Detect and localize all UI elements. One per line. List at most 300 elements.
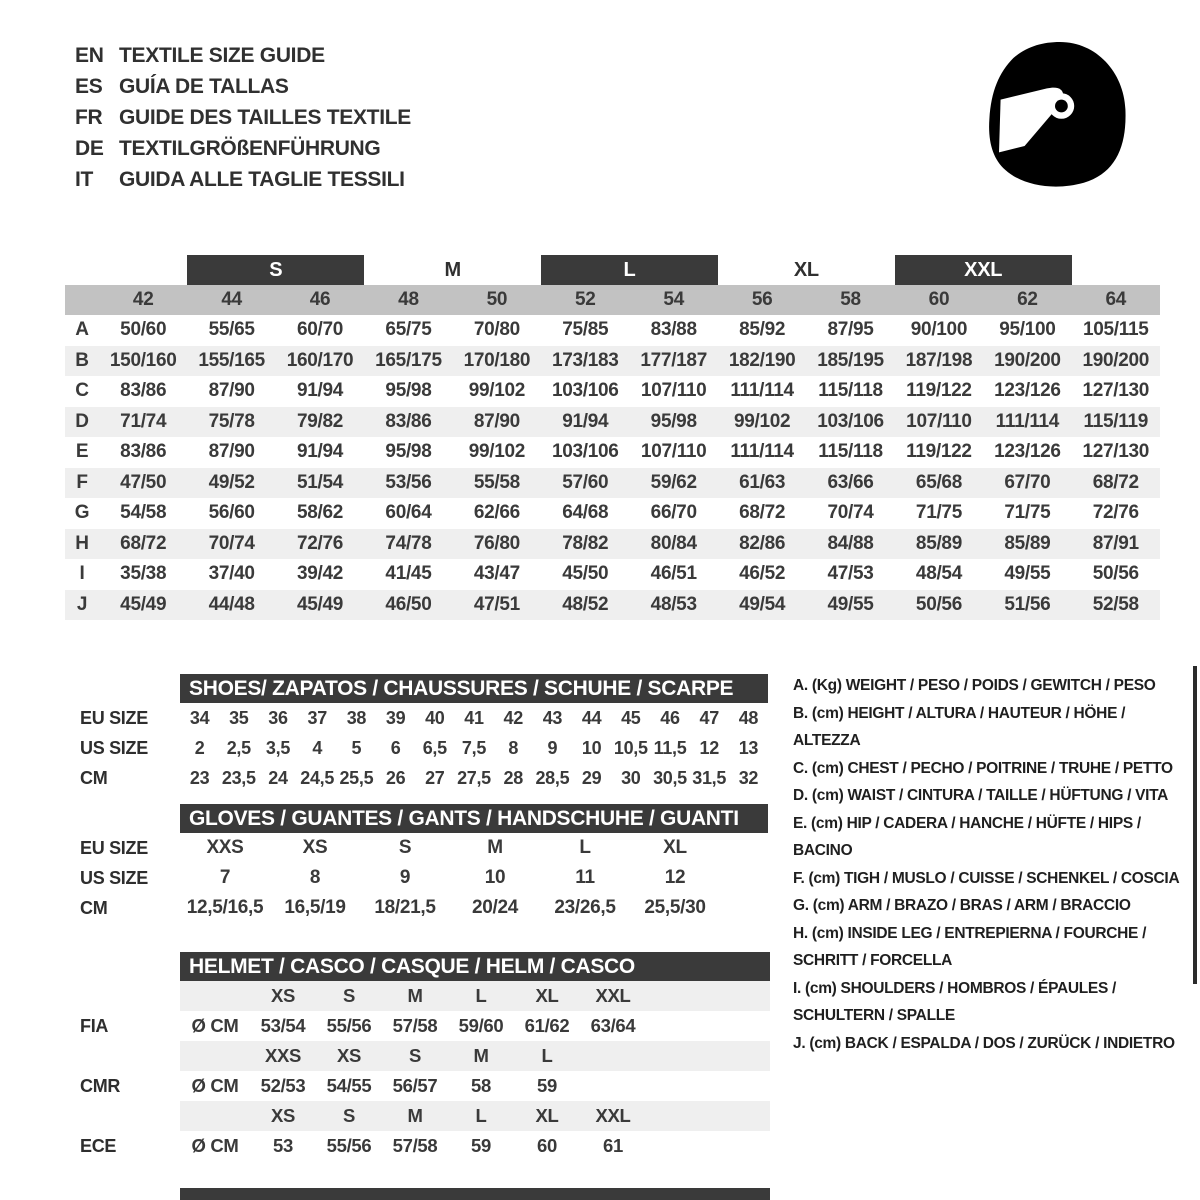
measurement-value: 95/100 [999,319,1056,341]
size-value: 34 [189,707,210,728]
helmet-size-value: 53/54 [260,1015,306,1036]
measurement-value: 111/114 [995,410,1060,432]
size-value: 36 [268,707,288,728]
table-row [65,498,1160,529]
measurement-value: 45/49 [120,593,167,615]
helmet-size-header-row [180,1041,770,1071]
size-value: 13 [738,737,759,758]
size-value: 11 [575,867,595,888]
measurement-value: 83/88 [650,319,697,341]
helmet-size-header: XS [336,1045,362,1066]
measurement-value: 55/65 [208,319,255,341]
measurement-value: 71/75 [915,502,962,524]
measurement-value: 76/80 [473,532,520,554]
measurement-value: 53/56 [385,471,432,493]
size-value: 27 [425,767,445,788]
language-code: FR [75,106,103,129]
measurement-value: 91/94 [562,410,609,432]
size-value: 12 [699,737,719,758]
legend-item: H. (cm) INSIDE LEG / ENTREPIERNA / FOURCHE / SCHRITT / FORCELLA [793,924,1147,969]
measurement-value: 75/78 [208,410,255,432]
size-value: 20/24 [471,897,519,918]
size-value: 41 [464,707,484,728]
helmet-size-header-row [180,1101,770,1131]
helmet-size-header: M [473,1045,489,1066]
measurement-value: 75/85 [562,319,609,341]
measurement-value: 51/56 [1004,593,1051,615]
measurement-value: 48/53 [650,593,697,615]
helmet-value-row [180,1131,770,1161]
measurement-value: 54/58 [120,502,167,524]
helmet-size-header: XS [270,985,296,1006]
numeric-size-header: 56 [751,289,773,310]
helmet-size-header: XL [535,1105,559,1126]
legend-item: D. (cm) WAIST / CINTURA / TAILLE / HÜFTUNG / VITA [793,787,1169,804]
measurement-value: 87/90 [473,410,520,432]
size-value: 47 [699,707,719,728]
measurement-value: 46/50 [385,593,432,615]
row-label: US SIZE [80,737,148,758]
helmet-size-value: 61 [603,1135,623,1156]
measurement-value: 46/51 [650,563,697,585]
table-row [65,315,1160,346]
row-label: I [79,563,85,585]
numeric-size-header: 44 [221,289,242,310]
measurement-value: 105/115 [1083,319,1149,341]
helmet-size-header: XXS [264,1045,302,1066]
helmet-size-value: 55/56 [326,1135,372,1156]
measurement-value: 177/187 [640,349,707,371]
measurement-value: 127/130 [1082,441,1150,463]
size-value: 11,5 [653,737,687,758]
helmet-size-value: 59 [471,1135,491,1156]
size-value: 18/21,5 [374,897,436,918]
language-title-row [75,164,411,195]
measurement-value: 83/86 [385,410,432,432]
measurement-value: 182/190 [728,349,796,371]
numeric-size-header: 42 [132,289,154,310]
helmet-size-header: M [407,985,423,1006]
helmet-size-header-row [180,981,770,1011]
measurement-value: 127/130 [1082,380,1150,402]
shoes-section-title: SHOES/ ZAPATOS / CHAUSSURES / SCHUHE / SCARPE [180,674,768,703]
language-code: DE [75,137,104,160]
measurement-value: 95/98 [650,410,697,432]
table-row [65,376,1160,407]
table-row [65,437,1160,468]
helmet-size-value: 63/64 [590,1015,636,1036]
measurement-value: 50/56 [915,593,962,615]
measurement-value: 63/66 [827,471,874,493]
measurement-value: 46/52 [739,563,786,585]
measurement-value: 87/91 [1092,532,1139,554]
measurement-value: 67/70 [1004,471,1051,493]
row-label: US SIZE [80,867,148,888]
measurement-value: 115/118 [818,441,883,463]
helmet-size-value: 56/57 [392,1075,438,1096]
size-band-l: L [541,255,718,285]
helmet-size-header: XXL [595,985,631,1006]
row-label: EU SIZE [80,837,148,858]
size-value: 10 [581,737,602,758]
measurement-value: 185/195 [817,349,884,371]
helmet-size-value: 59/60 [458,1015,504,1036]
size-value: 2,5 [226,737,251,758]
measurement-value: 165/175 [375,349,442,371]
helmet-size-value: 59 [537,1075,557,1096]
racing-helmet-icon [975,30,1135,198]
numeric-size-header: 54 [663,289,684,310]
size-value: 30,5 [653,767,687,788]
row-label: EU SIZE [80,707,148,728]
textile-size-table [65,255,1160,620]
helmet-size-value: 54/55 [326,1075,372,1096]
helmet-size-header: S [342,985,356,1006]
bottom-cropped-bar [180,1188,770,1200]
corner-spacer [65,285,99,315]
measurement-value: 80/84 [650,532,697,554]
legend-item: C. (cm) CHEST / PECHO / POITRINE / TRUHE / PETTO [793,759,1173,777]
measurement-value: 47/50 [120,471,167,493]
numeric-size-header: 52 [575,289,596,310]
measurement-value: 103/106 [817,410,884,432]
numeric-size-header: 62 [1017,289,1038,310]
legend-item: F. (cm) TIGH / MUSLO / CUISSE / SCHENKEL / COSCIA [793,869,1180,887]
size-value: 30 [621,767,641,788]
size-value: 23/26,5 [554,897,616,918]
helmet-size-table [80,952,770,1161]
size-value: 6 [390,737,401,758]
helmet-size-value: 55/56 [326,1015,372,1036]
size-value: XS [302,837,328,858]
size-value: 16,5/19 [284,897,346,918]
measurement-value: 99/102 [468,380,526,402]
helmet-size-header: L [475,1105,487,1126]
table-row [65,529,1160,560]
size-value: 10 [484,867,506,888]
measurement-value: 72/76 [297,532,344,554]
measurement-value: 68/72 [1092,471,1139,493]
size-value: 40 [425,707,445,728]
language-title-row [75,40,411,71]
helmet-size-header: XXL [595,1105,631,1126]
size-value: M [487,837,503,858]
measurement-value: 70/80 [473,319,520,341]
size-band-s: S [187,255,364,285]
legend-item: E. (cm) HIP / CADERA / HANCHE / HÜFTE / HIPS / BACINO [793,814,1141,859]
measurement-value: 190/200 [994,349,1061,371]
measurement-value: 187/198 [905,349,973,371]
language-code: EN [75,44,104,67]
measurement-value: 115/118 [818,380,883,402]
numeric-size-header: 64 [1105,289,1127,310]
measurement-value: 56/60 [208,502,255,524]
measurement-value: 55/58 [473,471,520,493]
measurement-value: 119/122 [906,380,972,402]
size-value: 7,5 [461,737,487,758]
numeric-size-header: 46 [309,289,331,310]
language-code: ES [75,75,103,98]
size-value: 25,5 [339,767,374,788]
helmet-size-value: 58 [471,1075,491,1096]
diameter-unit-label: Ø CM [191,1015,239,1036]
table-row [65,559,1160,590]
measurement-value: 60/64 [385,502,432,524]
size-value: 29 [581,767,602,788]
size-value: 37 [307,707,327,728]
measurement-value: 43/47 [473,563,520,585]
size-value: 32 [738,767,759,788]
row-label: C [75,380,89,402]
helmet-value-row [180,1071,770,1101]
table-row [65,407,1160,438]
helmet-size-header: S [408,1045,422,1066]
helmet-size-value: 61/62 [524,1015,570,1036]
measurement-value: 90/100 [910,319,968,341]
measurement-value: 111/114 [730,380,794,402]
measurement-value: 107/110 [640,441,707,463]
legend-item: A. (Kg) WEIGHT / PESO / POIDS / GEWITCH / PESO [793,677,1156,694]
measurement-value: 150/160 [109,349,177,371]
measurement-value: 87/95 [827,319,874,341]
size-value: 9 [547,737,558,758]
row-label: A [75,319,89,341]
measurement-value: 49/55 [1004,563,1051,585]
measurement-value: 66/70 [650,502,697,524]
measurement-value: 41/45 [385,563,432,585]
measurement-value: 103/106 [551,441,619,463]
diameter-unit-label: Ø CM [191,1075,239,1096]
size-value: 4 [312,737,323,758]
size-value: 3,5 [265,737,291,758]
measurement-value: 85/89 [1004,532,1051,554]
table-row [65,468,1160,499]
size-value: 10,5 [613,737,648,758]
row-label: D [75,410,89,432]
helmet-size-value: 53 [273,1135,293,1156]
size-band-m: M [444,258,461,281]
size-value: 28,5 [535,767,570,788]
standard-label: ECE [80,1135,117,1156]
row-label: CM [80,897,108,918]
helmet-size-value: 60 [537,1135,557,1156]
measurement-value: 160/170 [286,349,354,371]
size-band-xl: XL [793,258,819,281]
size-value: 39 [385,707,406,728]
size-value: 12 [664,867,686,888]
legend-item: I. (cm) SHOULDERS / HOMBROS / ÉPAULES / SCHULTERN / SPALLE [793,979,1117,1024]
measurement-value: 50/60 [120,319,167,341]
measurement-value: 115/119 [1083,410,1149,432]
size-value: 9 [399,867,411,888]
measurement-value: 83/86 [120,380,167,402]
helmet-standard-section [80,981,770,1041]
measurement-value: 99/102 [468,441,526,463]
measurement-value: 111/114 [730,441,794,463]
helmet-standard-section [80,1101,770,1161]
measurement-value: 78/82 [562,532,609,554]
numeric-size-header: 50 [486,289,508,310]
numeric-size-header: 60 [928,289,950,310]
size-value: 6,5 [422,737,447,758]
size-value: 45 [621,707,641,728]
size-value: 46 [660,707,680,728]
measurement-value: 74/78 [385,532,432,554]
measurement-value: 91/94 [297,441,344,463]
measurement-value: 83/86 [120,441,167,463]
measurement-value: 70/74 [208,532,255,554]
measurement-value: 123/126 [994,380,1061,402]
size-value: 2 [194,737,205,758]
measurement-value: 35/38 [120,563,167,585]
measurement-value: 51/54 [297,471,344,493]
measurement-value: 123/126 [994,441,1061,463]
helmet-size-header: XS [270,1105,296,1126]
measurement-value: 45/49 [297,593,344,615]
size-value: 31,5 [692,767,727,788]
size-value: 24,5 [300,767,335,788]
helmet-size-header: L [475,985,487,1006]
header-language-titles [75,40,411,195]
helmet-value-row [180,1011,770,1041]
measurement-value: 170/180 [463,349,531,371]
measurement-value: 50/56 [1092,563,1139,585]
size-band-xxl: XXL [895,255,1072,285]
size-value: 28 [503,767,523,788]
measurement-value: 190/200 [1082,349,1150,371]
measurement-value: 103/106 [551,380,619,402]
gloves-section-title: GLOVES / GUANTES / GANTS / HANDSCHUHE / GUANTI [180,804,768,833]
measurement-value: 82/86 [739,532,786,554]
size-value: 44 [581,707,602,728]
measurement-value: 173/183 [551,349,619,371]
size-value: 27,5 [457,767,491,788]
measurement-value: 48/54 [915,563,962,585]
row-label: H [75,532,89,554]
measurement-value: 65/75 [385,319,432,341]
page-title: GUIDA ALLE TAGLIE TESSILI [119,168,405,191]
language-title-row [75,71,411,102]
measurement-value: 39/42 [297,563,344,585]
measurement-value: 45/50 [562,563,609,585]
row-label: J [76,593,88,615]
helmet-section-title: HELMET / CASCO / CASQUE / HELM / CASCO [180,952,770,981]
numeric-size-header: 58 [840,289,861,310]
size-value: 12,5/16,5 [186,897,264,918]
size-value: L [579,837,591,858]
measurement-value: 59/62 [650,471,697,493]
measurement-value: 68/72 [120,532,167,554]
size-value: 23 [189,767,210,788]
helmet-size-value: 52/53 [260,1075,306,1096]
page-title: GUÍA DE TALLAS [119,75,289,98]
size-value: 8 [508,737,519,758]
size-value: XL [663,837,687,858]
measurement-value: 37/40 [208,563,255,585]
size-value: 23,5 [221,767,256,788]
measurement-legend [793,672,1193,1057]
measurement-value: 87/90 [208,380,255,402]
size-value: 43 [542,707,563,728]
standard-label: CMR [80,1075,121,1096]
legend-item: B. (cm) HEIGHT / ALTURA / HAUTEUR / HÖHE / ALTEZZA [793,704,1126,749]
table-row [65,346,1160,377]
measurement-value: 79/82 [297,410,344,432]
helmet-size-header: XL [535,985,559,1006]
right-edge-line [1193,666,1197,984]
measurement-value: 49/55 [827,593,874,615]
standard-label: FIA [80,1015,109,1036]
measurement-value: 95/98 [385,380,432,402]
page-title: TEXTILGRÖßENFÜHRUNG [119,137,381,160]
measurement-value: 57/60 [562,471,609,493]
size-value: XXS [206,837,244,858]
language-code: IT [75,168,94,191]
measurement-value: 47/53 [827,563,874,585]
measurement-value: 65/68 [915,471,962,493]
legend-item: J. (cm) BACK / ESPALDA / DOS / ZURÜCK / INDIETRO [793,1034,1175,1052]
helmet-size-value: 57/58 [392,1015,438,1036]
size-value: 48 [738,707,759,728]
size-value: 25,5/30 [644,897,706,918]
size-value: S [398,837,412,858]
size-value: 7 [219,867,231,888]
measurement-value: 84/88 [827,532,874,554]
helmet-standard-section [80,1041,770,1101]
page-title: TEXTILE SIZE GUIDE [119,44,325,67]
size-value: 26 [385,767,406,788]
size-value: 38 [346,707,367,728]
measurement-value: 48/52 [562,593,609,615]
measurement-value: 91/94 [297,380,344,402]
helmet-size-header: M [407,1105,423,1126]
measurement-value: 85/92 [739,319,786,341]
measurement-value: 95/98 [385,441,432,463]
measurement-value: 71/74 [120,410,167,432]
row-label: CM [80,767,108,788]
measurement-value: 64/68 [562,502,609,524]
measurement-value: 99/102 [733,410,791,432]
measurement-value: 107/110 [640,380,707,402]
measurement-rows [65,315,1160,620]
measurement-value: 52/58 [1092,593,1139,615]
helmet-size-value: 57/58 [392,1135,438,1156]
measurement-value: 71/75 [1004,502,1051,524]
measurement-value: 49/54 [739,593,786,615]
size-band-row [65,255,1160,285]
numeric-size-header: 48 [398,289,419,310]
row-label: F [76,471,88,493]
row-label: G [74,502,90,524]
size-value: 24 [268,767,288,788]
legend-item: G. (cm) ARM / BRAZO / BRAS / ARM / BRACCIO [793,897,1131,914]
size-value: 5 [351,737,362,758]
language-title-row [75,133,411,164]
diameter-unit-label: Ø CM [191,1135,239,1156]
measurement-value: 60/70 [297,319,344,341]
measurement-value: 49/52 [208,471,255,493]
measurement-value: 85/89 [915,532,962,554]
measurement-value: 61/63 [739,471,786,493]
measurement-value: 62/66 [473,502,520,524]
measurement-value: 87/90 [208,441,255,463]
numeric-size-header-row [65,285,1160,315]
measurement-value: 47/51 [473,593,520,615]
helmet-size-header: S [342,1105,356,1126]
row-label: B [75,349,89,371]
measurement-value: 58/62 [297,502,344,524]
measurement-value: 107/110 [906,410,972,432]
